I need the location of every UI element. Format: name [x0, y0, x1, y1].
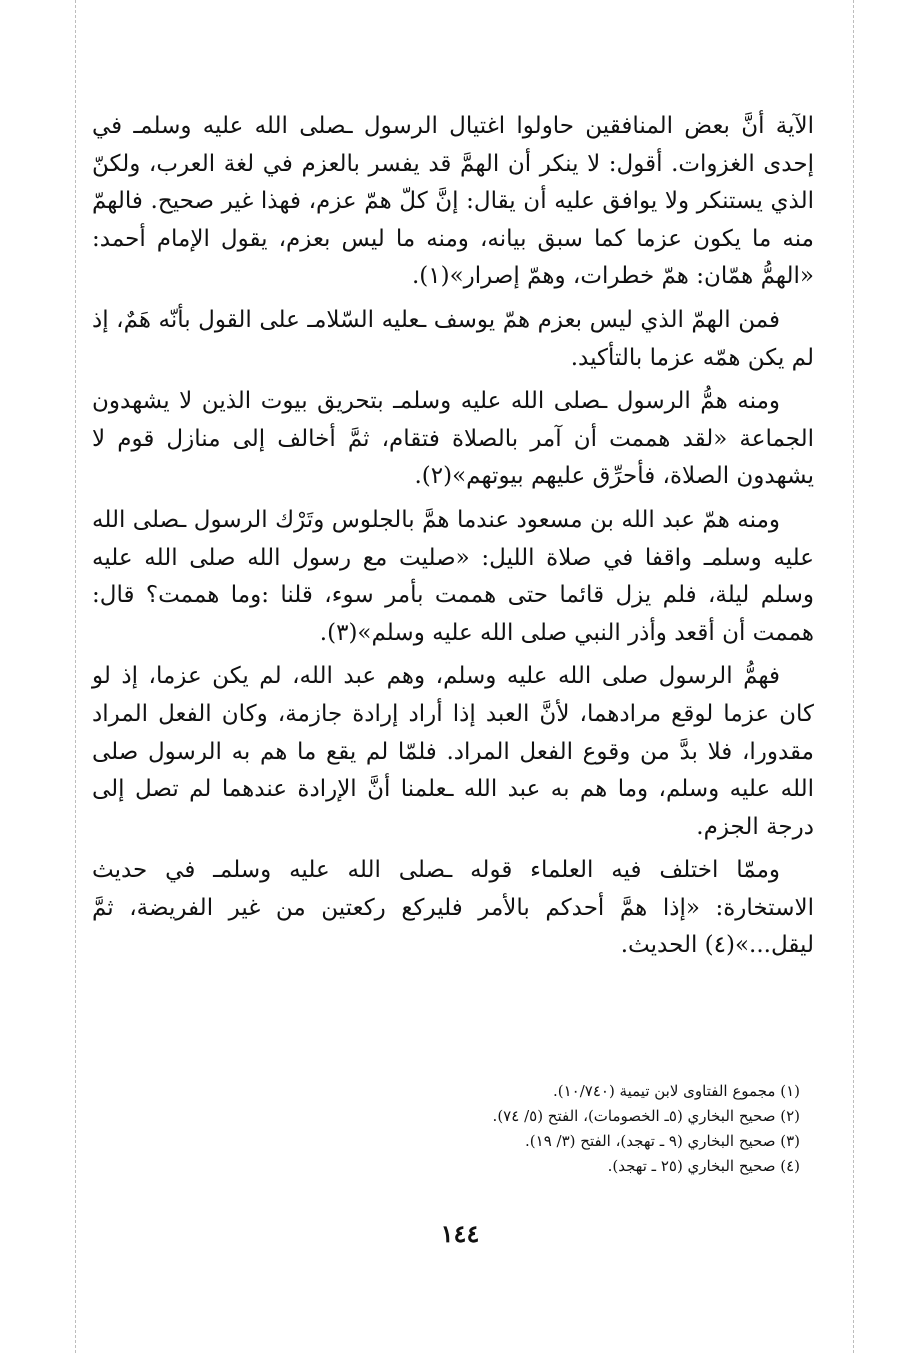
- page-number: ١٤٤: [440, 1219, 480, 1248]
- footnotes: [300, 1079, 800, 1179]
- paragraph: وممّا اختلف فيه العلماء قوله ـصلى الله عليه وسلمـ في حديث الاستخارة: «إذا همَّ أحدكم بالأمر فليركع ركعتين من غير الفريضة، ثمَّ ليقل...»(٤) الحديث.: [92, 857, 814, 959]
- footnote: (٤) صحيح البخاري (٢٥ ـ تهجد).: [607, 1157, 800, 1175]
- main-text: [92, 108, 814, 971]
- footnote: (٢) صحيح البخاري (٥ـ الخصومات)، الفتح (٥/ ٧٤).: [492, 1107, 800, 1125]
- left-margin-guide: [75, 0, 76, 1353]
- footnote: (٣) صحيح البخاري (٩ ـ تهجد)، الفتح (٣/ ١٩).: [525, 1132, 800, 1150]
- paragraph: الآية أنَّ بعض المنافقين حاولوا اغتيال الرسول ـصلى الله عليه وسلمـ في إحدى الغزوات. أقول: لا ينكر أن الهمَّ قد يفسر بالعزم في لغة العرب، ولكنّ الذي يستنكر ولا يوافق عليه أن يقال: إنَّ كلّ همّ عزم، فهذا غير صحيح. فالهمّ منه ما يكون عزما كما سبق بيانه، ومنه ما ليس بعزم، يقول الإمام أحمد: «الهمُّ همّان: همّ خطرات، وهمّ إصرار»(١).: [92, 113, 814, 290]
- paragraph: فمن الهمّ الذي ليس بعزم همّ يوسف ـعليه السّلامـ على القول بأنّه هَمٌ، إذ لم يكن همّه عزما بالتأكيد.: [92, 306, 814, 371]
- paragraph: فهمُّ الرسول صلى الله عليه وسلم، وهم عبد الله، لم يكن عزما، إذ لو كان عزما لوقع مرادهما، لأنَّ العبد إذا أراد إرادة جازمة، وكان الفعل المراد مقدورا، فلا بدَّ من وقوع الفعل المراد. فلمّا لم يقع ما هم به الرسول صلى الله عليه وسلم، وما هم به عبد الله ـعلمنا أنَّ الإرادة عندهما لم تصل إلى درجة الجزم.: [92, 663, 814, 840]
- paragraph: ومنه همُّ الرسول ـصلى الله عليه وسلمـ بتحريق بيوت الذين لا يشهدون الجماعة «لقد هممت أن آمر بالصلاة فتقام، ثمَّ أخالف إلى منازل قوم لا يشهدون الصلاة، فأحرِّق عليهم بيوتهم»(٢).: [92, 388, 814, 490]
- footnote: (١) مجموع الفتاوى لابن تيمية (١٠/٧٤٠).: [552, 1082, 800, 1100]
- paragraph: ومنه همّ عبد الله بن مسعود عندما همَّ بالجلوس وتَرْك الرسول ـصلى الله عليه وسلمـ واقفا في صلاة الليل: «صليت مع رسول الله صلى الله عليه وسلم ليلة، فلم يزل قائما حتى هممت بأمر سوء، قلنا :وما هممت؟ قال: هممت أن أقعد وأذر النبي صلى الله عليه وسلم»(٣).: [92, 506, 814, 646]
- right-margin-guide: [853, 0, 854, 1353]
